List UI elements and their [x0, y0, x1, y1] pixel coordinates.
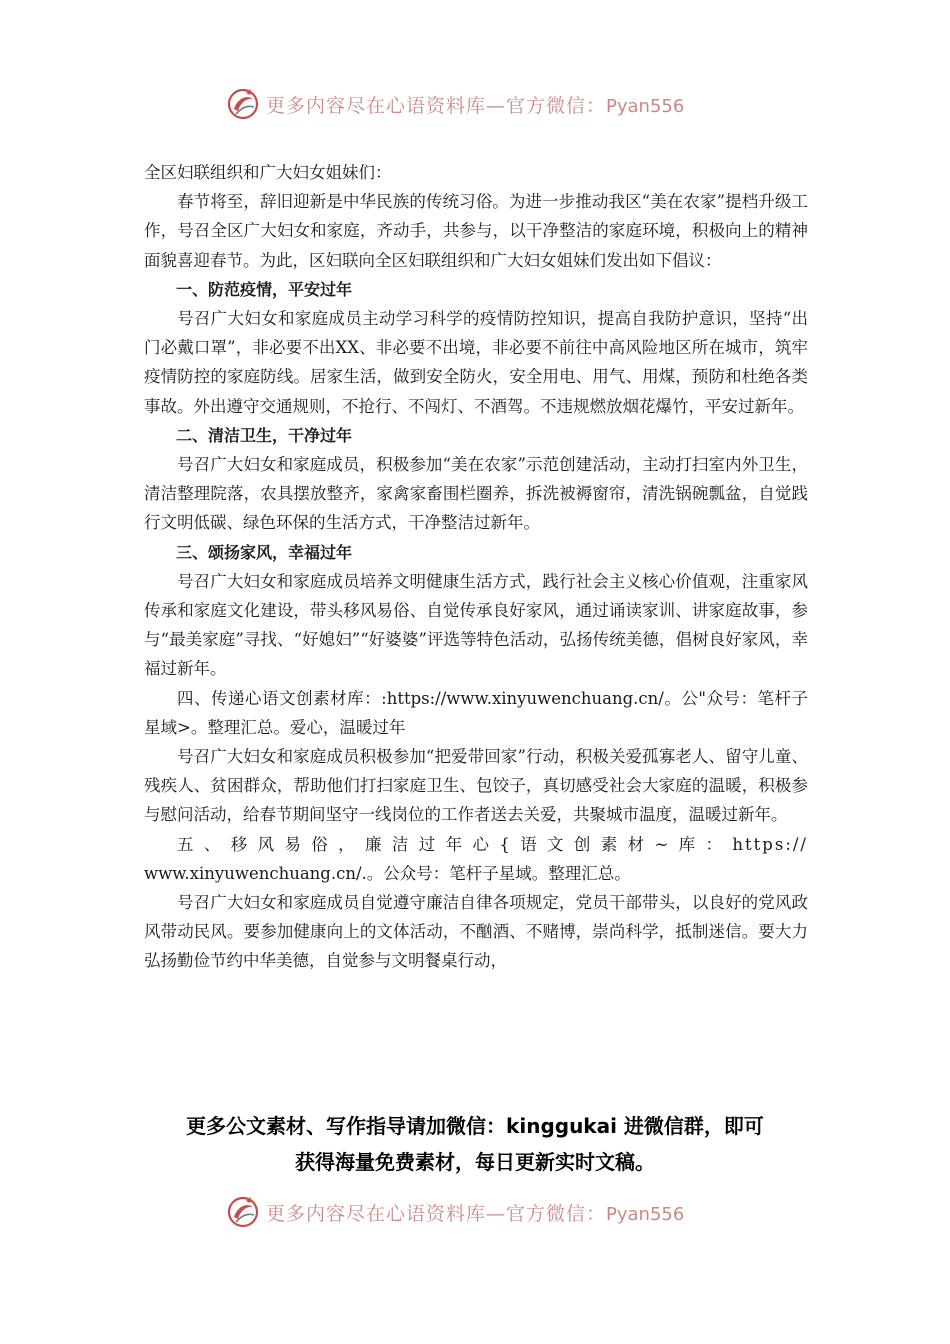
footer-note: [120, 1108, 830, 1180]
salutation: 全区妇联组织和广大妇女姐妹们：: [144, 163, 392, 182]
header-banner: [226, 84, 746, 124]
section-1-body: 号召广大妇女和家庭成员主动学习科学的疫情防控知识，提高自我防护意识，坚持“出门必戴口罩”，非必要不出XX、非必要不出境，非必要不前往中高风险地区所在城市，筑牢疫情防控的家庭防线。居家生活，做到安全防火，安全用电、用气、用煤，预防和杜绝各类事故。外出遵守交通规则，不抢行、不闯灯、不酒驾。不违规燃放烟花爆竹，平安过新年。: [144, 309, 808, 416]
section-4-heading: 四、传递心语文创素材库：:https://www.xinyuwenchuang.cn/。公"众号：笔杆子星域>。整理汇总。爱心，温暖过年: [144, 688, 808, 737]
swirl-logo-icon: [226, 1195, 260, 1229]
section-5-body: 号召广大妇女和家庭成员自觉遵守廉洁自律各项规定，党员干部带头，以良好的党风政风带动民风。要参加健康向上的文体活动，不酗酒、不赌博，崇尚科学，抵制迷信。要大力弘扬勤俭节约中华美德，自觉参与文明餐桌行动，: [144, 893, 808, 971]
footer-banner: [226, 1192, 746, 1232]
section-5-heading-line2: www.xinyuwenchuang.cn/.。公众号：笔杆子星域。整理汇总。: [144, 863, 631, 883]
section-5-heading-line1: 五、移风易俗，廉洁过年心{语文创素材~库：https://: [177, 834, 808, 854]
section-2-heading: 二、清洁卫生，干净过年: [176, 425, 353, 445]
swirl-logo-icon: [226, 87, 260, 121]
header-banner-text: 更多内容尽在心语资料库—官方微信：Pyan556: [266, 94, 685, 117]
document-body: [144, 158, 808, 976]
footer-note-line1: 更多公文素材、写作指导请加微信：kinggukai 进微信群，即可: [186, 1114, 764, 1138]
footer-note-line2: 获得海量免费素材，每日更新实时文稿。: [295, 1150, 655, 1174]
section-4-body: 号召广大妇女和家庭成员积极参加“把爱带回家”行动，积极关爱孤寡老人、留守儿童、残疾人、贫困群众，帮助他们打扫家庭卫生、包饺子，真切感受社会大家庭的温暖，积极参与慰问活动，给春节期间坚守一线岗位的工作者送去关爱，共聚城市温度，温暖过新年。: [144, 747, 808, 825]
header-wechat-id: Pyan556: [606, 95, 685, 117]
footer-wechat-id: Pyan556: [606, 1203, 685, 1225]
footer-banner-text: 更多内容尽在心语资料库—官方微信：Pyan556: [266, 1202, 685, 1225]
section-2-body: 号召广大妇女和家庭成员，积极参加“美在农家”示范创建活动，主动打扫室内外卫生，清洁整理院落，农具摆放整齐，家禽家畜围栏圈养，拆洗被褥窗帘，清洗锅碗瓢盆，自觉践行文明低碳、绿色环保的生活方式，干净整洁过新年。: [144, 455, 808, 533]
intro-paragraph: 春节将至，辞旧迎新是中华民族的传统习俗。为进一步推动我区“美在农家”提档升级工作，号召全区广大妇女和家庭，齐动手，共参与，以干净整洁的家庭环境，积极向上的精神面貌喜迎春节。为此，区妇联向全区妇联组织和广大妇女姐妹们发出如下倡议：: [144, 192, 808, 270]
section-1-heading: 一、防范疫情，平安过年: [176, 279, 353, 299]
section-3-body: 号召广大妇女和家庭成员培养文明健康生活方式，践行社会主义核心价值观，注重家风传承和家庭文化建设，带头移风易俗、自觉传承良好家风，通过诵读家训、讲家庭故事，参与“最美家庭”寻找、“好媳妇”“好婆婆”评选等特色活动，弘扬传统美德，倡树良好家风，幸福过新年。: [144, 571, 808, 679]
section-3-heading: 三、颂扬家风，幸福过年: [176, 542, 353, 562]
